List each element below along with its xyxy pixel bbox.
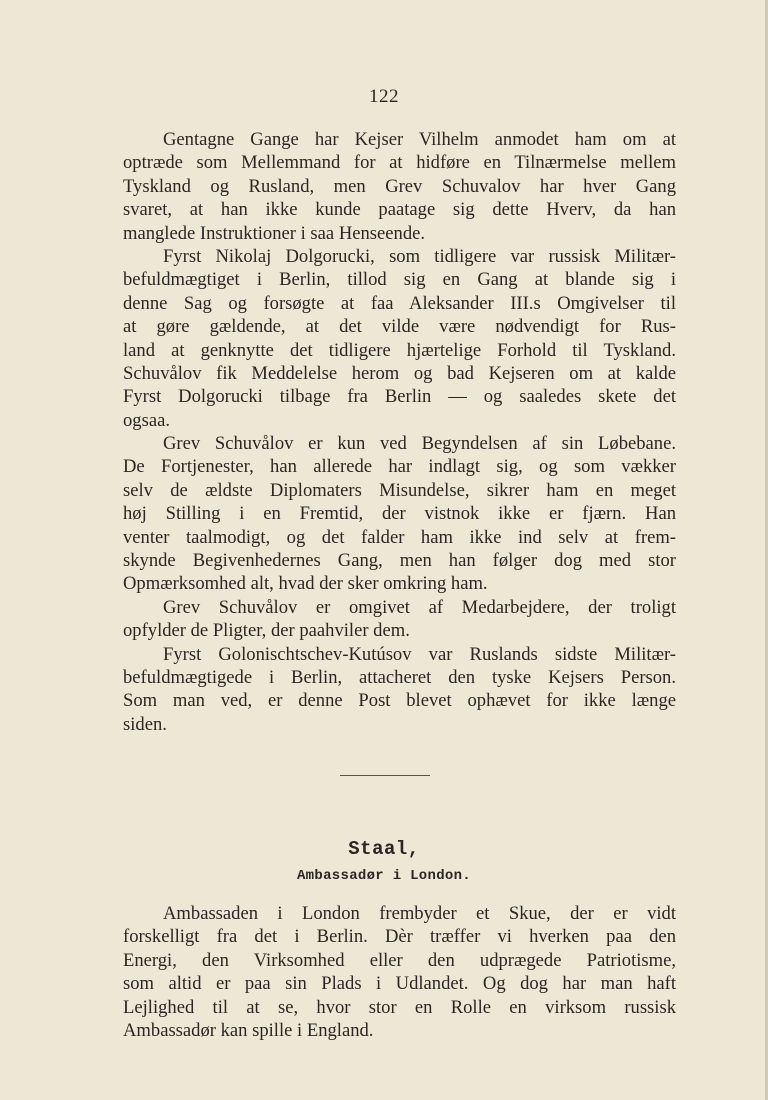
text-line: Ambassaden i London frembyder et Skue, der er vidt	[163, 903, 676, 924]
section-title: Staal,	[348, 838, 420, 860]
text-line: Grev Schuvålov er kun ved Begyndelsen af sin Løbebane.	[163, 433, 676, 455]
text-line: at gøre gældende, at det vilde være nødvendigt for Rus-	[123, 316, 676, 338]
text-line: siden.	[123, 713, 167, 735]
text-line: befuldmægtiget i Berlin, tillod sig en Gang at blande sig i	[123, 269, 676, 291]
text-line: høj Stilling i en Fremtid, der vistnok ikke er fjærn. Han	[123, 503, 676, 525]
paragraph	[123, 643, 676, 737]
text-line: som altid er paa sin Plads i Udlandet. Og dog har man haft	[123, 973, 676, 995]
text-line: Grev Schuvålov er omgivet af Medarbejdere, der troligt	[163, 596, 676, 618]
text-line: Opmærksomhed alt, hvad der sker omkring ham.	[123, 573, 488, 595]
text-line: optræde som Mellemmand for at hidføre en Tilnærmelse mellem	[123, 152, 676, 174]
paragraph	[123, 596, 676, 643]
text-line: befuldmægtigede i Berlin, attacheret den tyske Kejsers Person.	[123, 666, 676, 688]
text-line: De Fortjenester, han allerede har indlagt sig, og som vækker	[123, 456, 676, 478]
text-line: venter taalmodigt, og det falder ham ikke ind selv at frem-	[123, 526, 676, 548]
text-line: Gentagne Gange har Kejser Vilhelm anmodet ham om at	[163, 129, 676, 150]
section-divider	[340, 775, 430, 776]
section-text-block	[123, 902, 676, 1042]
section-subtitle: Ambassadør i London.	[296, 868, 472, 884]
text-line: denne Sag og forsøgte at faa Aleksander III.s Omgivelser til	[123, 292, 676, 314]
text-line: skynde Begivenhedernes Gang, men han følger dog med stor	[123, 550, 676, 572]
text-line: Energi, den Virksomhed eller den udprægede Patriotisme,	[123, 949, 676, 971]
paragraph	[123, 245, 676, 432]
text-line: Schuvålov fik Meddelelse herom og bad Kejseren om at kalde	[123, 362, 676, 384]
text-line: selv de ældste Diplomaters Misundelse, sikrer ham en meget	[123, 479, 676, 501]
main-text-block	[123, 128, 676, 736]
text-line: svaret, at han ikke kunde paatage sig dette Hverv, da han	[123, 199, 676, 221]
text-line: Fyrst Golonischtschev-Kutúsov var Ruslands sidste Militær-	[163, 643, 676, 665]
text-line: ogsaa.	[123, 409, 170, 431]
text-line: Tyskland og Rusland, men Grev Schuvalov har hver Gang	[123, 175, 676, 197]
text-line: Ambassadør kan spille i England.	[123, 1019, 374, 1041]
text-line: manglede Instruktioner i saa Henseende.	[123, 222, 426, 244]
text-line: Som man ved, er denne Post blevet ophævet for ikke længe	[123, 690, 676, 712]
text-line: Fyrst Dolgorucki tilbage fra Berlin — og saaledes skete det	[123, 386, 676, 408]
page-number: 122	[369, 86, 399, 107]
paragraph	[123, 902, 676, 1042]
paragraph	[123, 128, 676, 245]
text-line: Lejlighed til at se, hvor stor en Rolle en virksom russisk	[123, 996, 676, 1018]
paragraph	[123, 432, 676, 596]
text-line: forskelligt fra det i Berlin. Dèr træffer vi hverken paa den	[123, 926, 676, 948]
text-line: Fyrst Nikolaj Dolgorucki, som tidligere var russisk Militær-	[163, 245, 676, 267]
text-line: land at genknytte det tidligere hjærtelige Forhold til Tyskland.	[123, 339, 676, 361]
text-line: opfylder de Pligter, der paahviler dem.	[123, 620, 410, 642]
